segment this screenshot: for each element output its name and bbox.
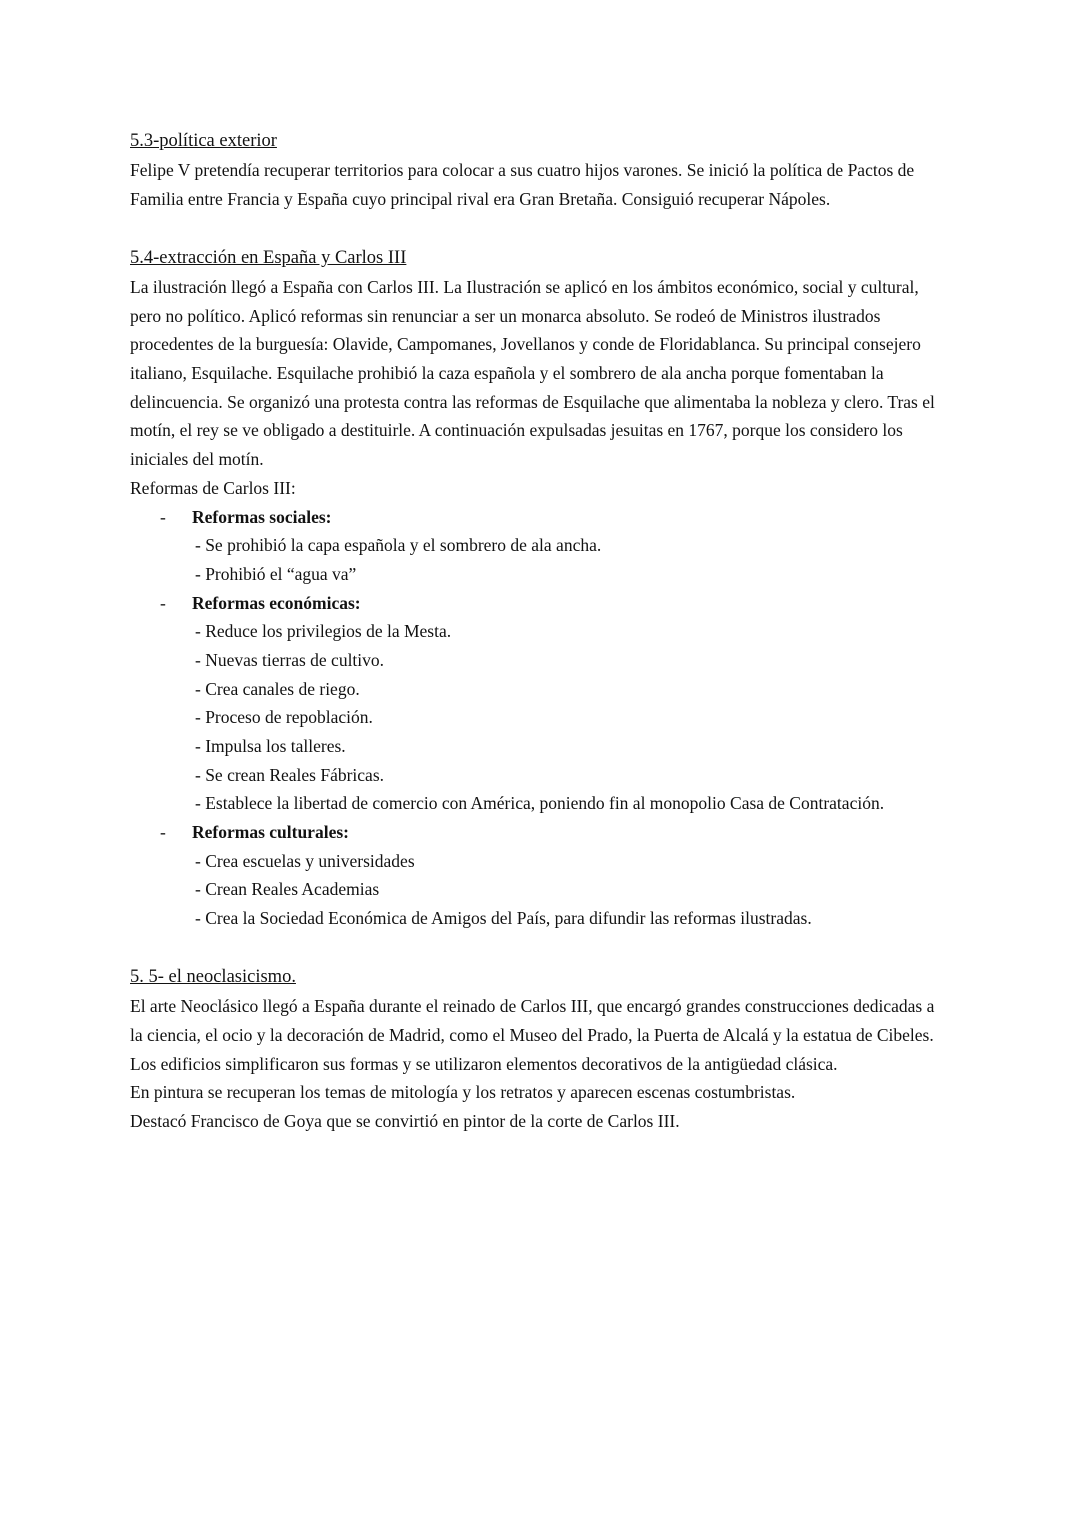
list-item: - Establece la libertad de comercio con América, poniendo fin al monopolio Casa de Contratación.	[195, 793, 885, 814]
paragraph: La ilustración llegó a España con Carlos III. La Ilustración se aplicó en los ámbitos económico, social y cultural, pero no político. Aplicó reformas sin renunciar a ser un monarca absoluto. Se rodeó de Ministros ilustrados procedentes de la burguesía: Olavide, Campomanes, Jovellanos y conde de Floridablanca. Su principal consejero italiano, Esquilache. Esquilache prohibió la caza española y el sombrero de ala ancha porque fomentaban la delincuencia. Se organizó una protesta contra las reformas de Esquilache que alimentaba la nobleza y clero. Tras el motín, el rey se ve obligado a destituirle. A continuación expulsadas jesuitas en 1767, porque los considero los iniciales del motín.	[130, 277, 935, 470]
reform-group-heading-row	[130, 589, 946, 618]
section-heading: 5.3-política exterior	[130, 131, 277, 151]
list-item: - Se crean Reales Fábricas.	[195, 764, 385, 785]
section-politica-exterior	[130, 126, 946, 214]
reform-group-culturales	[130, 818, 946, 933]
list-item: - Nuevas tierras de cultivo.	[195, 649, 385, 670]
section-neoclasicismo	[130, 962, 946, 1136]
list-item: - Se prohibió la capa española y el sombrero de ala ancha.	[195, 535, 602, 556]
reform-group-label: Reformas culturales:	[192, 822, 349, 843]
bullet-dash: -	[160, 506, 166, 527]
section-heading: 5.4-extracción en España y Carlos III	[130, 247, 407, 268]
paragraph: Felipe V pretendía recuperar territorios para colocar a sus cuatro hijos varones. Se inició la política de Pactos de Familia entre Francia y España cuyo principal rival era Gran Bretaña. Consiguió recuperar Nápoles.	[130, 160, 915, 210]
paragraph: En pintura se recuperan los temas de mitología y los retratos y aparecen escenas costumbristas.	[130, 1082, 796, 1103]
list-item: - Crea canales de riego.	[195, 678, 360, 699]
reform-group-sociales	[130, 503, 946, 589]
list-item: - Crea la Sociedad Económica de Amigos del País, para difundir las reformas ilustradas.	[195, 908, 812, 929]
list-item: - Reduce los privilegios de la Mesta.	[195, 621, 452, 642]
list-item: - Proceso de repoblación.	[195, 707, 373, 728]
paragraph: Destacó Francisco de Goya que se convirtió en pintor de la corte de Carlos III.	[130, 1110, 680, 1131]
bullet-dash: -	[160, 822, 166, 843]
paragraph: Reformas de Carlos III:	[130, 477, 296, 498]
reform-group-heading-row	[130, 818, 946, 847]
section-carlos-iii	[130, 243, 946, 933]
list-item: - Prohibió el “agua va”	[195, 563, 357, 584]
bullet-dash: -	[160, 592, 166, 613]
section-heading: 5. 5- el neoclasicismo.	[130, 966, 296, 987]
reform-group-heading-row	[130, 503, 946, 532]
list-item: - Crea escuelas y universidades	[195, 850, 415, 871]
reform-group-economicas	[130, 589, 946, 819]
reform-group-label: Reformas económicas:	[192, 592, 361, 613]
list-item: - Impulsa los talleres.	[195, 736, 346, 757]
reform-group-label: Reformas sociales:	[192, 506, 332, 527]
paragraph: El arte Neoclásico llegó a España durante el reinado de Carlos III, que encargó grandes construcciones dedicadas a la ciencia, el ocio y la decoración de Madrid, como el Museo del Prado, la Puerta de Alcalá y la estatua de Cibeles. Los edificios simplificaron sus formas y se utilizaron elementos decorativos de la antigüedad clásica.	[130, 996, 935, 1074]
list-item: - Crean Reales Academias	[195, 879, 380, 900]
